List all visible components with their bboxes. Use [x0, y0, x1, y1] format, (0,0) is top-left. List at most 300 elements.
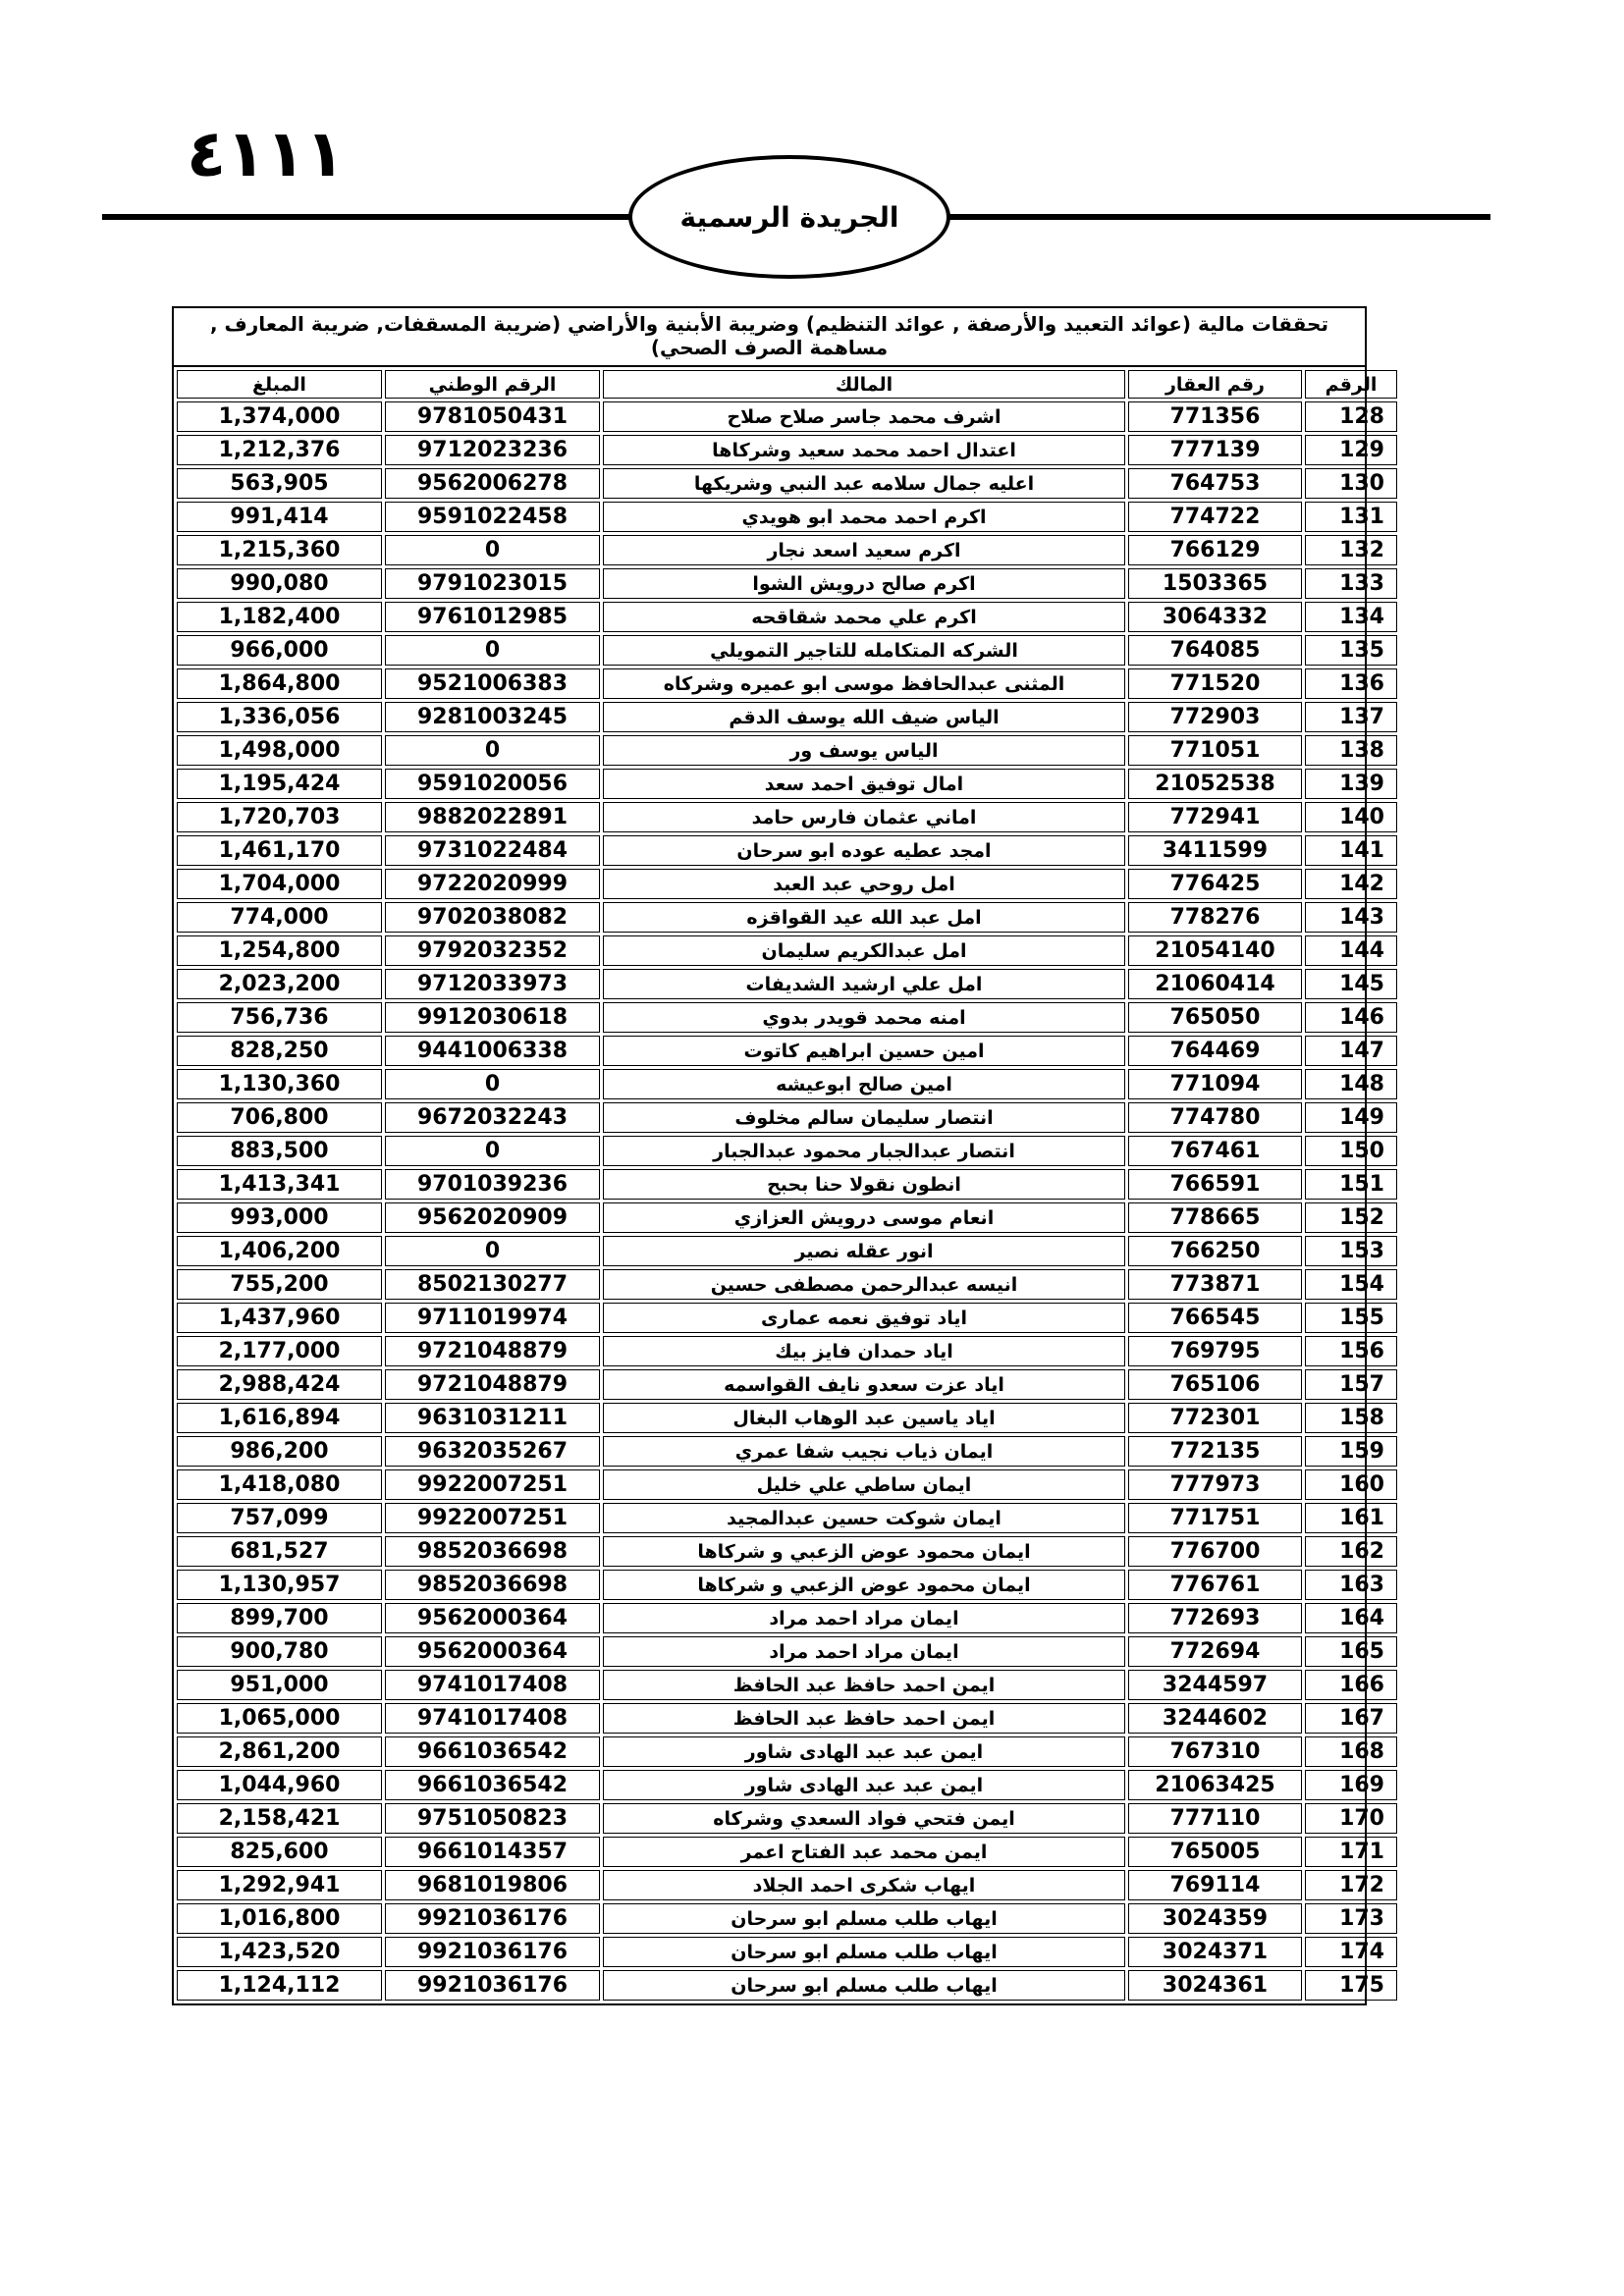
property-number-cell: 21052538: [1128, 769, 1302, 799]
national-id-cell: 9741017408: [385, 1703, 600, 1734]
property-number-cell: 778276: [1128, 902, 1302, 933]
owner-name-cell: امال توفيق احمد سعد: [603, 769, 1125, 799]
national-id-cell: 9562000364: [385, 1636, 600, 1667]
row-num-cell: 144: [1305, 935, 1397, 966]
national-id-cell: 9521006383: [385, 668, 600, 699]
owner-name-cell: اياد عزت سعدو نايف القواسمه: [603, 1369, 1125, 1400]
national-id-cell: 9722020999: [385, 869, 600, 899]
national-id-cell: 9921036176: [385, 1970, 600, 2001]
amount-cell: 755,200: [177, 1269, 382, 1300]
owner-name-cell: اكرم صالح درويش الشوا: [603, 568, 1125, 599]
row-num-cell: 157: [1305, 1369, 1397, 1400]
table-row: [177, 568, 1397, 599]
table-row: [177, 735, 1397, 766]
owner-name-cell: امين حسين ابراهيم كاتوت: [603, 1036, 1125, 1066]
owner-name-cell: اعليه جمال سلامه عبد النبي وشريكها: [603, 468, 1125, 499]
amount-cell: 681,527: [177, 1536, 382, 1567]
owner-name-cell: اشرف محمد جاسر صلاح صلاح: [603, 401, 1125, 432]
national-id-cell: 9912030618: [385, 1002, 600, 1033]
national-id-cell: 9712033973: [385, 969, 600, 999]
owner-name-cell: اياد حمدان فايز بيك: [603, 1336, 1125, 1366]
row-num-cell: 129: [1305, 435, 1397, 465]
national-id-cell: 9921036176: [385, 1937, 600, 1967]
national-id-cell: 0: [385, 1136, 600, 1166]
gazette-title: الجريدة الرسمية: [679, 200, 899, 234]
column-header-national-id: الرقم الوطني: [385, 370, 600, 399]
owner-name-cell: اعتدال احمد محمد سعيد وشركاها: [603, 435, 1125, 465]
property-number-cell: 3024361: [1128, 1970, 1302, 2001]
table-row: [177, 668, 1397, 699]
national-id-cell: 9661036542: [385, 1736, 600, 1767]
national-id-cell: 9562020909: [385, 1202, 600, 1233]
property-number-cell: 764469: [1128, 1036, 1302, 1066]
table-body: [177, 401, 1397, 2001]
amount-cell: 966,000: [177, 635, 382, 666]
amount-cell: 1,182,400: [177, 602, 382, 632]
table-row: [177, 835, 1397, 866]
property-number-cell: 767310: [1128, 1736, 1302, 1767]
table-row: [177, 1436, 1397, 1467]
table-row: [177, 1403, 1397, 1433]
national-id-cell: 9731022484: [385, 835, 600, 866]
property-number-cell: 772693: [1128, 1603, 1302, 1633]
property-number-cell: 3064332: [1128, 602, 1302, 632]
row-num-cell: 138: [1305, 735, 1397, 766]
national-id-cell: 9792032352: [385, 935, 600, 966]
amount-cell: 563,905: [177, 468, 382, 499]
amount-cell: 1,418,080: [177, 1469, 382, 1500]
row-num-cell: 140: [1305, 802, 1397, 832]
row-num-cell: 143: [1305, 902, 1397, 933]
row-num-cell: 146: [1305, 1002, 1397, 1033]
row-num-cell: 173: [1305, 1903, 1397, 1934]
table-row: [177, 435, 1397, 465]
property-number-cell: 764085: [1128, 635, 1302, 666]
owner-name-cell: اماني عثمان فارس حامد: [603, 802, 1125, 832]
amount-cell: 990,080: [177, 568, 382, 599]
table-row: [177, 1069, 1397, 1099]
amount-cell: 1,498,000: [177, 735, 382, 766]
amount-cell: 1,720,703: [177, 802, 382, 832]
property-number-cell: 772135: [1128, 1436, 1302, 1467]
table-row: [177, 1636, 1397, 1667]
property-number-cell: 771094: [1128, 1069, 1302, 1099]
table-header-row: [177, 370, 1397, 399]
amount-cell: 991,414: [177, 502, 382, 532]
amount-cell: 825,600: [177, 1837, 382, 1867]
column-header-property: رقم العقار: [1128, 370, 1302, 399]
property-number-cell: 3024359: [1128, 1903, 1302, 1934]
owner-name-cell: امل روحي عبد العبد: [603, 869, 1125, 899]
table-row: [177, 1970, 1397, 2001]
property-number-cell: 771356: [1128, 401, 1302, 432]
row-num-cell: 162: [1305, 1536, 1397, 1567]
owner-name-cell: الشركه المتكامله للتاجير التمويلي: [603, 635, 1125, 666]
amount-cell: 756,736: [177, 1002, 382, 1033]
property-number-cell: 765106: [1128, 1369, 1302, 1400]
national-id-cell: 9281003245: [385, 702, 600, 732]
property-number-cell: 766591: [1128, 1169, 1302, 1200]
amount-cell: 986,200: [177, 1436, 382, 1467]
owner-name-cell: امل علي ارشيد الشديفات: [603, 969, 1125, 999]
owner-name-cell: ايمن محمد عبد الفتاح اعمر: [603, 1837, 1125, 1867]
row-num-cell: 132: [1305, 535, 1397, 565]
amount-cell: 828,250: [177, 1036, 382, 1066]
amount-cell: 1,195,424: [177, 769, 382, 799]
property-number-cell: 771520: [1128, 668, 1302, 699]
amount-cell: 2,177,000: [177, 1336, 382, 1366]
property-number-cell: 766545: [1128, 1303, 1302, 1333]
amount-cell: 1,704,000: [177, 869, 382, 899]
property-number-cell: 3244602: [1128, 1703, 1302, 1734]
property-number-cell: 778665: [1128, 1202, 1302, 1233]
amount-cell: 1,423,520: [177, 1937, 382, 1967]
property-number-cell: 774722: [1128, 502, 1302, 532]
row-num-cell: 136: [1305, 668, 1397, 699]
amount-cell: 951,000: [177, 1670, 382, 1700]
table-row: [177, 1703, 1397, 1734]
row-num-cell: 131: [1305, 502, 1397, 532]
table-row: [177, 1369, 1397, 1400]
property-number-cell: 21054140: [1128, 935, 1302, 966]
table-title: تحققات مالية (عوائد التعبيد والأرصفة , عوائد التنظيم) وضريبة الأبنية والأراضي (ضريبة المسقفات, ضريبة المعارف , مساهمة الصرف الصحي): [174, 308, 1365, 367]
owner-name-cell: امين صالح ابوعيشه: [603, 1069, 1125, 1099]
owner-name-cell: ايمان محمود عوض الزعبي و شركاها: [603, 1536, 1125, 1567]
national-id-cell: 9721048879: [385, 1369, 600, 1400]
owner-name-cell: ايهاب طلب مسلم ابو سرحان: [603, 1937, 1125, 1967]
table-row: [177, 1570, 1397, 1600]
property-number-cell: 769114: [1128, 1870, 1302, 1900]
amount-cell: 1,124,112: [177, 1970, 382, 2001]
amount-cell: 2,023,200: [177, 969, 382, 999]
national-id-cell: 9661014357: [385, 1837, 600, 1867]
owner-name-cell: امنه محمد قويدر بدوي: [603, 1002, 1125, 1033]
financial-table: [172, 306, 1384, 2005]
owner-name-cell: اياد ياسين عبد الوهاب البغال: [603, 1403, 1125, 1433]
table-row: [177, 1169, 1397, 1200]
property-number-cell: 777973: [1128, 1469, 1302, 1500]
row-num-cell: 174: [1305, 1937, 1397, 1967]
owner-name-cell: انتصار عبدالجبار محمود عبدالجبار: [603, 1136, 1125, 1166]
owner-name-cell: امل عبد الله عيد القواقزه: [603, 902, 1125, 933]
property-number-cell: 764753: [1128, 468, 1302, 499]
owner-name-cell: اكرم سعيد اسعد نجار: [603, 535, 1125, 565]
row-num-cell: 153: [1305, 1236, 1397, 1266]
row-num-cell: 161: [1305, 1503, 1397, 1533]
national-id-cell: 0: [385, 1069, 600, 1099]
owner-name-cell: اكرم علي محمد شقاقحه: [603, 602, 1125, 632]
national-id-cell: 9562000364: [385, 1603, 600, 1633]
national-id-cell: 9852036698: [385, 1570, 600, 1600]
property-number-cell: 767461: [1128, 1136, 1302, 1166]
row-num-cell: 130: [1305, 468, 1397, 499]
table-row: [177, 702, 1397, 732]
owner-name-cell: ايمان ذياب نجيب شفا عمري: [603, 1436, 1125, 1467]
row-num-cell: 175: [1305, 1970, 1397, 2001]
owner-name-cell: ايمان ساطي علي خليل: [603, 1469, 1125, 1500]
table-row: [177, 1336, 1397, 1366]
table-row: [177, 802, 1397, 832]
owner-name-cell: انعام موسى درويش العزازي: [603, 1202, 1125, 1233]
table-row: [177, 1236, 1397, 1266]
column-header-num: الرقم: [1305, 370, 1397, 399]
amount-cell: 1,374,000: [177, 401, 382, 432]
row-num-cell: 167: [1305, 1703, 1397, 1734]
column-header-amount: المبلغ: [177, 370, 382, 399]
table-row: [177, 1837, 1397, 1867]
owner-name-cell: الياس يوسف ور: [603, 735, 1125, 766]
property-number-cell: 774780: [1128, 1102, 1302, 1133]
table-row: [177, 1670, 1397, 1700]
property-number-cell: 772301: [1128, 1403, 1302, 1433]
property-number-cell: 776425: [1128, 869, 1302, 899]
owner-name-cell: امجد عطيه عوده ابو سرحان: [603, 835, 1125, 866]
amount-cell: 757,099: [177, 1503, 382, 1533]
row-num-cell: 139: [1305, 769, 1397, 799]
owner-name-cell: انور عقله نصير: [603, 1236, 1125, 1266]
national-id-cell: 0: [385, 635, 600, 666]
row-num-cell: 154: [1305, 1269, 1397, 1300]
amount-cell: 1,336,056: [177, 702, 382, 732]
amount-cell: 883,500: [177, 1136, 382, 1166]
national-id-cell: 9922007251: [385, 1503, 600, 1533]
table-row: [177, 602, 1397, 632]
owner-name-cell: ايمن عبد عبد الهادى شاور: [603, 1770, 1125, 1800]
property-number-cell: 776700: [1128, 1536, 1302, 1567]
property-number-cell: 3411599: [1128, 835, 1302, 866]
table-row: [177, 1002, 1397, 1033]
amount-cell: 1,413,341: [177, 1169, 382, 1200]
property-number-cell: 772694: [1128, 1636, 1302, 1667]
table-row: [177, 1469, 1397, 1500]
national-id-cell: 9591022458: [385, 502, 600, 532]
owner-name-cell: ايمن عبد عبد الهادى شاور: [603, 1736, 1125, 1767]
table-row: [177, 1736, 1397, 1767]
national-id-cell: 9562006278: [385, 468, 600, 499]
national-id-cell: 9882022891: [385, 802, 600, 832]
amount-cell: 1,016,800: [177, 1903, 382, 1934]
owner-name-cell: ايهاب طلب مسلم ابو سرحان: [603, 1970, 1125, 2001]
national-id-cell: 9721048879: [385, 1336, 600, 1366]
row-num-cell: 135: [1305, 635, 1397, 666]
owner-name-cell: ايمن احمد حافظ عبد الحافظ: [603, 1703, 1125, 1734]
row-num-cell: 171: [1305, 1837, 1397, 1867]
row-num-cell: 164: [1305, 1603, 1397, 1633]
row-num-cell: 159: [1305, 1436, 1397, 1467]
amount-cell: 1,292,941: [177, 1870, 382, 1900]
amount-cell: 774,000: [177, 902, 382, 933]
owner-name-cell: ايمن احمد حافظ عبد الحافظ: [603, 1670, 1125, 1700]
table-row: [177, 468, 1397, 499]
national-id-cell: 9921036176: [385, 1903, 600, 1934]
amount-cell: 899,700: [177, 1603, 382, 1633]
property-number-cell: 772941: [1128, 802, 1302, 832]
row-num-cell: 170: [1305, 1803, 1397, 1834]
amount-cell: 706,800: [177, 1102, 382, 1133]
national-id-cell: 9922007251: [385, 1469, 600, 1500]
national-id-cell: 9701039236: [385, 1169, 600, 1200]
property-number-cell: 773871: [1128, 1269, 1302, 1300]
owner-name-cell: ايمان مراد احمد مراد: [603, 1636, 1125, 1667]
amount-cell: 1,864,800: [177, 668, 382, 699]
row-num-cell: 137: [1305, 702, 1397, 732]
amount-cell: 2,158,421: [177, 1803, 382, 1834]
owner-name-cell: اياد توفيق نعمه عمارى: [603, 1303, 1125, 1333]
property-number-cell: 772903: [1128, 702, 1302, 732]
row-num-cell: 141: [1305, 835, 1397, 866]
table-row: [177, 935, 1397, 966]
table-row: [177, 1536, 1397, 1567]
national-id-cell: 9672032243: [385, 1102, 600, 1133]
owner-name-cell: امل عبدالكريم سليمان: [603, 935, 1125, 966]
property-number-cell: 771051: [1128, 735, 1302, 766]
property-number-cell: 1503365: [1128, 568, 1302, 599]
property-number-cell: 21060414: [1128, 969, 1302, 999]
property-number-cell: 777110: [1128, 1803, 1302, 1834]
row-num-cell: 145: [1305, 969, 1397, 999]
table-row: [177, 1303, 1397, 1333]
property-number-cell: 766129: [1128, 535, 1302, 565]
row-num-cell: 128: [1305, 401, 1397, 432]
amount-cell: 1,215,360: [177, 535, 382, 565]
amount-cell: 1,065,000: [177, 1703, 382, 1734]
property-number-cell: 765005: [1128, 1837, 1302, 1867]
row-num-cell: 151: [1305, 1169, 1397, 1200]
amount-cell: 1,406,200: [177, 1236, 382, 1266]
row-num-cell: 172: [1305, 1870, 1397, 1900]
row-num-cell: 142: [1305, 869, 1397, 899]
property-number-cell: 21063425: [1128, 1770, 1302, 1800]
table-row: [177, 1603, 1397, 1633]
row-num-cell: 155: [1305, 1303, 1397, 1333]
table-row: [177, 1102, 1397, 1133]
row-num-cell: 134: [1305, 602, 1397, 632]
table-row: [177, 1269, 1397, 1300]
page-number: ٤١١١: [187, 116, 346, 191]
table-row: [177, 535, 1397, 565]
table-row: [177, 1136, 1397, 1166]
national-id-cell: 9791023015: [385, 568, 600, 599]
national-id-cell: 9761012985: [385, 602, 600, 632]
amount-cell: 1,212,376: [177, 435, 382, 465]
national-id-cell: 0: [385, 735, 600, 766]
owner-name-cell: ايمان مراد احمد مراد: [603, 1603, 1125, 1633]
row-num-cell: 165: [1305, 1636, 1397, 1667]
owner-name-cell: ايمان شوكت حسين عبدالمجيد: [603, 1503, 1125, 1533]
table-row: [177, 1803, 1397, 1834]
table-row: [177, 1937, 1397, 1967]
property-number-cell: 765050: [1128, 1002, 1302, 1033]
owner-name-cell: ايهاب شكرى احمد الجلاد: [603, 1870, 1125, 1900]
table-row: [177, 1202, 1397, 1233]
owner-name-cell: اكرم احمد محمد ابو هويدي: [603, 502, 1125, 532]
table-row: [177, 902, 1397, 933]
owner-name-cell: انطون نقولا حنا بحبح: [603, 1169, 1125, 1200]
amount-cell: 1,130,957: [177, 1570, 382, 1600]
amount-cell: 1,616,894: [177, 1403, 382, 1433]
row-num-cell: 156: [1305, 1336, 1397, 1366]
national-id-cell: 9852036698: [385, 1536, 600, 1567]
row-num-cell: 163: [1305, 1570, 1397, 1600]
national-id-cell: 9711019974: [385, 1303, 600, 1333]
header-title-ellipse: [628, 155, 950, 279]
row-num-cell: 168: [1305, 1736, 1397, 1767]
amount-cell: 1,461,170: [177, 835, 382, 866]
row-num-cell: 158: [1305, 1403, 1397, 1433]
table-row: [177, 1903, 1397, 1934]
national-id-cell: 9631031211: [385, 1403, 600, 1433]
row-num-cell: 160: [1305, 1469, 1397, 1500]
national-id-cell: 9781050431: [385, 401, 600, 432]
property-number-cell: 766250: [1128, 1236, 1302, 1266]
table-row: [177, 1770, 1397, 1800]
national-id-cell: 9751050823: [385, 1803, 600, 1834]
table-row: [177, 635, 1397, 666]
national-id-cell: 0: [385, 535, 600, 565]
owner-name-cell: انيسه عبدالرحمن مصطفى حسين: [603, 1269, 1125, 1300]
row-num-cell: 148: [1305, 1069, 1397, 1099]
national-id-cell: 9632035267: [385, 1436, 600, 1467]
column-header-owner: المالك: [603, 370, 1125, 399]
national-id-cell: 9712023236: [385, 435, 600, 465]
table-row: [177, 969, 1397, 999]
property-number-cell: 769795: [1128, 1336, 1302, 1366]
national-id-cell: 9702038082: [385, 902, 600, 933]
national-id-cell: 9441006338: [385, 1036, 600, 1066]
amount-cell: 1,130,360: [177, 1069, 382, 1099]
national-id-cell: 9591020056: [385, 769, 600, 799]
amount-cell: 2,988,424: [177, 1369, 382, 1400]
amount-cell: 2,861,200: [177, 1736, 382, 1767]
table-row: [177, 1870, 1397, 1900]
row-num-cell: 147: [1305, 1036, 1397, 1066]
table-row: [177, 1036, 1397, 1066]
owner-name-cell: ايهاب طلب مسلم ابو سرحان: [603, 1903, 1125, 1934]
property-number-cell: 3244597: [1128, 1670, 1302, 1700]
amount-cell: 993,000: [177, 1202, 382, 1233]
amount-cell: 1,254,800: [177, 935, 382, 966]
row-num-cell: 166: [1305, 1670, 1397, 1700]
row-num-cell: 133: [1305, 568, 1397, 599]
table-row: [177, 401, 1397, 432]
owner-name-cell: المثنى عبدالحافظ موسى ابو عميره وشركاه: [603, 668, 1125, 699]
table-row: [177, 1503, 1397, 1533]
data-table: [174, 367, 1400, 2003]
property-number-cell: 776761: [1128, 1570, 1302, 1600]
table-row: [177, 769, 1397, 799]
row-num-cell: 169: [1305, 1770, 1397, 1800]
table-row: [177, 502, 1397, 532]
owner-name-cell: ايمان محمود عوض الزعبي و شركاها: [603, 1570, 1125, 1600]
national-id-cell: 0: [385, 1236, 600, 1266]
amount-cell: 1,437,960: [177, 1303, 382, 1333]
property-number-cell: 771751: [1128, 1503, 1302, 1533]
national-id-cell: 8502130277: [385, 1269, 600, 1300]
row-num-cell: 152: [1305, 1202, 1397, 1233]
amount-cell: 900,780: [177, 1636, 382, 1667]
row-num-cell: 149: [1305, 1102, 1397, 1133]
national-id-cell: 9741017408: [385, 1670, 600, 1700]
owner-name-cell: ايمن فتحي فواد السعدي وشركاه: [603, 1803, 1125, 1834]
property-number-cell: 777139: [1128, 435, 1302, 465]
owner-name-cell: انتصار سليمان سالم مخلوف: [603, 1102, 1125, 1133]
owner-name-cell: الياس ضيف الله يوسف الدقم: [603, 702, 1125, 732]
table-row: [177, 869, 1397, 899]
national-id-cell: 9661036542: [385, 1770, 600, 1800]
amount-cell: 1,044,960: [177, 1770, 382, 1800]
row-num-cell: 150: [1305, 1136, 1397, 1166]
property-number-cell: 3024371: [1128, 1937, 1302, 1967]
